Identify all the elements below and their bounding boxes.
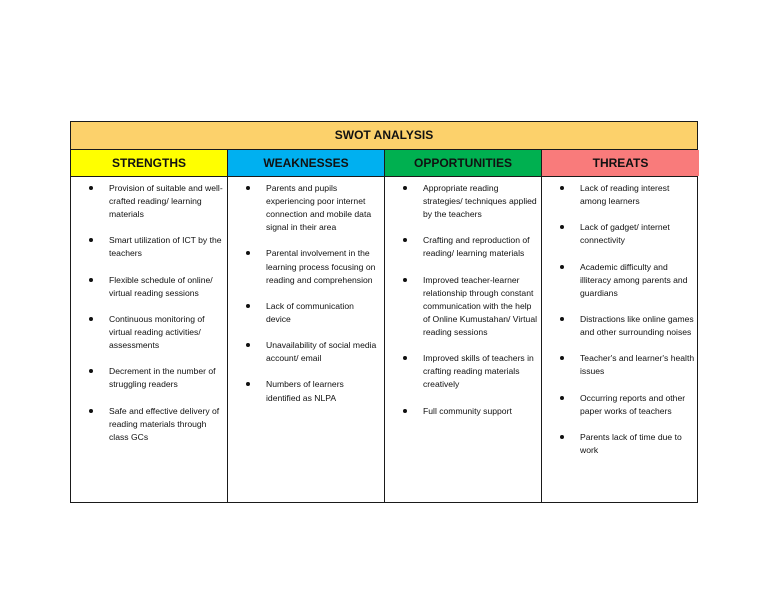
list-item (403, 234, 537, 260)
swot-table (70, 121, 698, 503)
content-row (71, 177, 697, 503)
bullet-icon (403, 186, 407, 190)
list-item (246, 300, 380, 326)
bullet-icon (246, 251, 250, 255)
bullet-icon (246, 382, 250, 386)
list-item (246, 339, 380, 365)
bullet-icon (403, 356, 407, 360)
bullet-icon (246, 186, 250, 190)
list-item-text: Teacher's and learner's health issues (580, 353, 695, 377)
list-item (560, 221, 695, 247)
list-item-text: Numbers of learners identified as NLPA (266, 379, 344, 403)
list-item (89, 234, 223, 260)
weaknesses-column (228, 177, 385, 503)
list-item-text: Parents and pupils experiencing poor internet connection and mobile data signal in their area (266, 183, 372, 233)
opportunities-list (403, 182, 537, 418)
bullet-icon (560, 186, 564, 190)
bullet-icon (560, 435, 564, 439)
bullet-icon (560, 265, 564, 269)
list-item-text: Parental involvement in the learning process focusing on reading and comprehension (266, 248, 376, 285)
strengths-header: STRENGTHS (71, 150, 228, 176)
list-item-text: Full community support (423, 405, 512, 416)
list-item-text: Unavailability of social media account/ email (266, 340, 377, 364)
threats-column (542, 177, 699, 503)
list-item-text: Appropriate reading strategies/ techniques applied by the teachers (423, 183, 537, 220)
list-item (560, 182, 695, 208)
bullet-icon (89, 317, 93, 321)
bullet-icon (89, 409, 93, 413)
list-item-text: Safe and effective delivery of reading materials through class GCs (109, 405, 220, 442)
list-item (89, 182, 223, 221)
list-item (246, 247, 380, 286)
list-item (403, 352, 537, 391)
list-item-text: Crafting and reproduction of reading/ learning materials (423, 235, 530, 259)
list-item (89, 313, 223, 352)
list-item (403, 182, 537, 221)
weaknesses-list (246, 182, 380, 405)
strengths-column (71, 177, 228, 503)
list-item-text: Flexible schedule of online/ virtual reading sessions (109, 274, 213, 298)
list-item (560, 392, 695, 418)
list-item (89, 274, 223, 300)
bullet-icon (89, 369, 93, 373)
list-item-text: Decrement in the number of struggling readers (109, 366, 216, 390)
list-item (89, 365, 223, 391)
list-item-text: Occurring reports and other paper works of teachers (580, 392, 686, 416)
bullet-icon (403, 278, 407, 282)
bullet-icon (560, 356, 564, 360)
bullet-icon (560, 225, 564, 229)
list-item (89, 405, 223, 444)
list-item-text: Improved skills of teachers in crafting reading materials creatively (423, 353, 534, 390)
bullet-icon (89, 186, 93, 190)
list-item (560, 352, 695, 378)
list-item-text: Lack of communication device (266, 300, 354, 324)
list-item (560, 313, 695, 339)
opportunities-column (385, 177, 542, 503)
list-item-text: Academic difficulty and illiteracy among parents and guardians (580, 261, 688, 298)
list-item-text: Lack of gadget/ internet connectivity (580, 222, 670, 246)
bullet-icon (403, 238, 407, 242)
threats-header: THREATS (542, 150, 699, 176)
weaknesses-header: WEAKNESSES (228, 150, 385, 176)
bullet-icon (89, 278, 93, 282)
bullet-icon (89, 238, 93, 242)
bullet-icon (560, 396, 564, 400)
list-item-text: Continuous monitoring of virtual reading activities/ assessments (109, 313, 205, 351)
opportunities-header: OPPORTUNITIES (385, 150, 542, 176)
header-row (71, 150, 697, 177)
list-item (403, 405, 537, 418)
list-item (246, 378, 380, 404)
threats-list (560, 182, 695, 457)
list-item-text: Improved teacher-learner relationship through constant communication with the help of Online Kumustahan/ Virtual reading sessions (423, 274, 538, 338)
list-item-text: Smart utilization of ICT by the teachers (109, 235, 222, 259)
bullet-icon (246, 343, 250, 347)
strengths-list (89, 182, 223, 444)
bullet-icon (560, 317, 564, 321)
list-item-text: Parents lack of time due to work (580, 431, 682, 455)
list-item-text: Distractions like online games and other surrounding noises (580, 313, 694, 338)
list-item (403, 274, 537, 339)
list-item (246, 182, 380, 234)
list-item-text: Lack of reading interest among learners (580, 183, 670, 207)
swot-title: SWOT ANALYSIS (71, 122, 697, 150)
list-item-text: Provision of suitable and well-crafted reading/ learning materials (109, 183, 223, 220)
list-item (560, 431, 695, 457)
bullet-icon (403, 409, 407, 413)
bullet-icon (246, 304, 250, 308)
list-item (560, 261, 695, 300)
